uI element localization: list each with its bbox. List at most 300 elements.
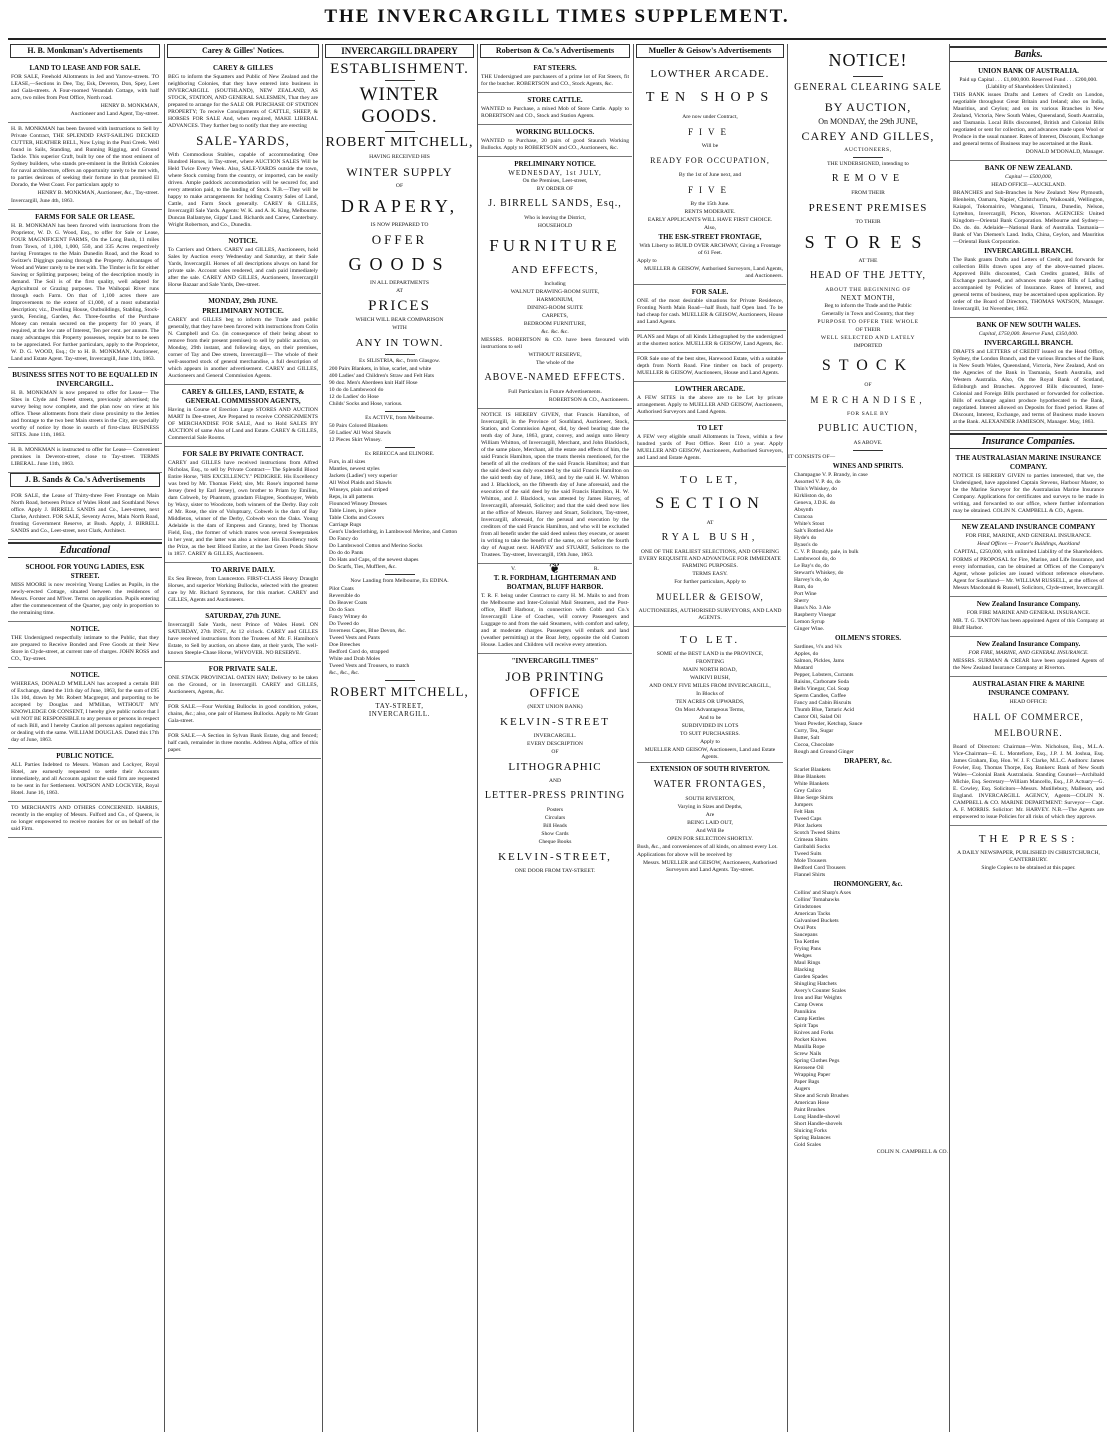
- list-item: Mustard: [794, 665, 813, 671]
- advert-title: MONDAY, 29th JUNE.: [208, 297, 278, 305]
- display-line: On Most Advantageous Terms,: [675, 707, 745, 713]
- advert-sands: [8, 490, 162, 540]
- display-line: ROBERT MITCHELL,: [325, 135, 474, 150]
- list-item: Pocket Knives: [794, 1037, 827, 1043]
- display-line: Are now under Contract,: [682, 114, 738, 120]
- display-line: STORES: [804, 232, 932, 252]
- list-item: Shoe and Scrub Brushes: [794, 1093, 849, 1099]
- display-line: Generally in Town and Country, that they: [821, 311, 915, 317]
- list-item: Felt Hats: [794, 809, 815, 815]
- list-item: Castor Oil, Salad Oil: [794, 714, 841, 720]
- advert-title: FOR SALE BY PRIVATE CONTRACT.: [182, 450, 304, 458]
- list-item: Childs' Socks and Hose, various.: [329, 401, 403, 407]
- advert-title: LOWTHER ARCADE.: [674, 385, 745, 393]
- display-line: TO LET,: [679, 474, 741, 486]
- display-line: HEAD OF THE JETTY,: [810, 270, 926, 281]
- list-item: Lemon Syrup: [794, 619, 825, 625]
- display-line: MERCHANDISE,: [810, 395, 926, 405]
- display-line: By the 1st of June next, and: [678, 172, 742, 178]
- advert-title: THE AUSTRALASIAN MARINE INSURANCE COMPANY.: [955, 454, 1102, 471]
- list-item: CARPETS,: [542, 313, 568, 319]
- advert-body: The Bank grants Drafts and Letters of Credit, and forwards for collection Bills drawn upon any of the above-named places. Approved Bills discounted, Cash Credits granted, Bills of Exchange purchased, and advances made upon Bills of Lading accompanied by Policies of Insurance. Rates of Interest, and general terms of business, may be ascertained upon application. By order of the Board of Directors, THOMAS WATSON, Manager. Invercargill, 1st November, 1862.: [953, 257, 1104, 312]
- display-line: Who is leaving the District,: [524, 215, 586, 221]
- display-line: AT THE: [858, 258, 878, 264]
- advert-title: TO ARRIVE DAILY.: [211, 566, 275, 574]
- display-line: SECTION: [655, 495, 765, 512]
- advert-title: CAREY & GILLES, LAND, ESTATE, & GENERAL COMMISSION AGENTS,: [181, 388, 305, 405]
- list-item: Scotch Tweed Shirts: [794, 830, 840, 836]
- display-line: AS ABOVE.: [853, 440, 883, 446]
- advert-stock-salesmen: [165, 61, 321, 234]
- divider: [385, 354, 415, 355]
- advert-title: STORE CATTLE.: [527, 96, 583, 104]
- advert-title: AUSTRALASIAN FIRE & MARINE INSURANCE COMPANY.: [972, 680, 1085, 697]
- display-line: NOTICE!: [828, 50, 908, 70]
- list-item: Avery's Counter Scales: [794, 988, 846, 994]
- display-line: OF: [864, 382, 872, 388]
- list-item: Cheque Books: [538, 839, 572, 845]
- display-line: FOR SALE BY: [846, 411, 890, 417]
- divider: [385, 131, 415, 132]
- advert-nz-insurance-bluff: [950, 597, 1107, 637]
- list-item: All Wool Plaids and Shawls: [329, 480, 392, 486]
- display-line: WEDNESDAY, 1st JULY,: [508, 169, 602, 177]
- column-heading: H. B. Monkman's Advertisements: [10, 44, 160, 58]
- oilmen-list: [788, 644, 948, 756]
- list-item: Grindstones: [794, 904, 822, 910]
- display-line: MAIN NORTH ROAD,: [683, 667, 737, 673]
- advert-body: MR. T. G. TANTON has been appointed Agent of this Company at Bluff Harbor.: [953, 618, 1104, 631]
- furniture-list: [481, 289, 629, 336]
- list-item: Assorted V. P. do, do: [794, 479, 841, 485]
- display-line: PRESENT PREMISES: [808, 202, 928, 214]
- display-line: IS NOW PREPARED TO: [370, 222, 429, 228]
- list-item: Do do do Pants: [329, 550, 364, 556]
- list-item: Bill Heads: [543, 823, 567, 829]
- list-item: Do Lambswool Cotton and Merino Socks: [329, 543, 423, 549]
- advert-title: EXTENSION OF SOUTH RIVERTON.: [637, 762, 783, 774]
- display-line: On the Premises, Leet-street,: [522, 178, 588, 184]
- advert-working-bullocks: [478, 125, 632, 157]
- display-line: IMPORTED: [853, 343, 883, 349]
- display-line: TO THEIR: [855, 219, 881, 225]
- display-line: ABOUT THE BEGINNING OF: [825, 287, 911, 293]
- advert-body: FOR SALE, Freehold Allotments in Jed and Yarrow-streets. TO LEASE,—Sections in Dee, Tay, Esk, Deveron, Don, Spey, Leet and Gala-streets. A Four-roomed Verandah Cottage, with half acre, two miles from Post Office, North road.: [11, 74, 159, 101]
- list-item: Salt's Bottled Ale: [794, 528, 833, 534]
- display-line: NEXT MONTH,: [840, 294, 896, 302]
- display-line: GOODS: [348, 254, 451, 274]
- display-line: FURNITURE: [489, 236, 621, 255]
- advert-signature: HENRY B. MONKMAN, Auctioneer, &c., Tay-street.: [37, 190, 159, 196]
- wine-list: [788, 472, 948, 633]
- list-title: WINES AND SPIRITS.: [832, 462, 904, 470]
- advert-his-excellency: [165, 447, 321, 563]
- advert-subtitle: INVERCARGILL BRANCH.: [984, 339, 1073, 347]
- list-item: &c., &c., &c.: [329, 670, 360, 676]
- list-item: WALNUT DRAWING-ROOM SUITE,: [510, 289, 600, 295]
- section-heading: Insurance Companies.: [950, 433, 1107, 449]
- display-line: TO SUIT PURCHASERS.: [680, 731, 740, 737]
- display-line: REMOVE: [831, 173, 905, 184]
- display-line: MUELLER & GEISOW,: [656, 592, 764, 602]
- list-item: Grey Calico: [794, 788, 822, 794]
- advert-arcade-sites: [634, 382, 786, 421]
- list-item: Kerosene Oil: [794, 1065, 824, 1071]
- advert-title: New Zealand Insurance Company.: [976, 640, 1081, 648]
- advert-capital: Capital — £500,000,: [1005, 174, 1052, 180]
- display-line: HOUSEHOLD: [537, 223, 573, 229]
- display-line: OF: [551, 749, 559, 755]
- list-item: Yeast Powder, Ketchup, Sauce: [794, 721, 863, 727]
- advert-body: FORMS of PROPOSAL for Fire, Marine, and Life Insurance, and every information, can be obtained at Offices of the Company's Agent, whose policies are issued without reference elsewhere. Agent for Southland— Mr. WILLIAM RUSSELL, at the offices of Messrs Macdonald & Russell, Solicitors, Clyde-street, Invercargill.: [953, 557, 1104, 591]
- advert-carriers: [165, 234, 321, 294]
- advert-title: NOTICE.: [70, 625, 100, 633]
- display-line: TERMS EASY.: [692, 571, 728, 577]
- printing-list: [481, 807, 629, 846]
- list-item: Tweed Suits: [794, 851, 822, 857]
- list-title: IRONMONGERY, &c.: [833, 880, 903, 888]
- display-line: THE PRESS:: [978, 833, 1079, 845]
- list-item: 10 do do Lambswool do: [329, 387, 384, 393]
- list-item: Fancy and Cabin Biscuits: [794, 700, 852, 706]
- display-line: Including: [544, 281, 566, 287]
- advert-body: H. B. MONKMAN is now prepared to offer for Lease— The Sites in Clyde and Tweed streets, previously advertised; the survey being now complete, and the plan now on view at his office. These allotments from their close proximity to the Jetties and frontage to the two best Main streets in the City, are specially worthy of notice by those in search of first-class BUSINESS SITES. June 11th, 1863.: [11, 390, 159, 438]
- list-item: Spring Balances: [794, 1135, 831, 1141]
- list-item: Ginger Wine.: [794, 626, 825, 632]
- display-line: On MONDAY, the 29th JUNE,: [818, 117, 918, 126]
- advert-body: Invercargill Sale Yards, next Prince of Wales Hotel. ON SATURDAY, 27th INST., At 12 o'clock. CAREY and GILLES have received instructions from the Trustees of Mr. F. Hamilton's Estate, to Sell by auction, on above date, at their yards, The well-known Steeple-Chase Horse, WHYOVER. NO RESERVE.: [168, 622, 318, 656]
- drapery-list: [788, 767, 948, 879]
- display-line: STOCK: [821, 357, 915, 374]
- display-line: AT: [396, 288, 403, 294]
- advert-sylvan-bank: [165, 730, 321, 759]
- column-heading: Robertson & Co.'s Advertisements: [480, 44, 630, 58]
- divider: [385, 447, 415, 448]
- display-line: WHICH WILL BEAR COMPARISON: [355, 317, 444, 323]
- display-line: The whole of the: [535, 360, 575, 366]
- list-item: Camp Kettles: [794, 1016, 825, 1022]
- display-line: WINTER SUPPLY: [346, 165, 453, 179]
- divider: [385, 411, 415, 412]
- advert-notice-ross: [8, 622, 162, 668]
- shipment-line: Ex SILISTRIA, &c., from Glasgow.: [358, 358, 441, 364]
- list-item: 90 doz. Men's Aberdeen knit Half Hose: [329, 380, 418, 386]
- list-item: Thin's Whiskey, do: [794, 486, 837, 492]
- list-item: Tweed Vests and Pants: [329, 635, 380, 641]
- column-carey-gilles: [164, 44, 321, 1432]
- royal-arms-row: [481, 562, 629, 577]
- advert-notice-douglas: [8, 668, 162, 749]
- display-line: For further particulars, Apply to: [674, 579, 746, 585]
- list-item: Sherry: [794, 598, 809, 604]
- advert-harewood: [634, 353, 786, 382]
- display-line: READY FOR OCCUPATION,: [650, 156, 770, 165]
- section-heading: Banks.: [950, 46, 1107, 62]
- column-heading: Carey & Gilles' Notices.: [167, 44, 319, 58]
- advert-title: NEW ZEALAND INSURANCE COMPANY: [961, 523, 1096, 531]
- advert-title: T. R. FORDHAM, LIGHTERMAN AND BOATMAN, BLUFF HARBOR.: [493, 574, 617, 591]
- advert-body: WHEREAS, DONALD M'MILLAN has accepted a certain Bill of Exchange, dated the 11th day of June, 1863, for the sum of £95 13s 10d, drawn by Mr. Robert Macgregor, and purporting to be accepted by Douglas and M'Millan, WITHOUT MY KNOWLEDGE OR CONSENT, I hereby give public notice that I will NOT BE RESPONSIBLE to any person or persons in respect of such Bill, and I hereby Caution all persons against negotiating or dealing with the same. WILLIAM DOUGLAS. Dated this 17th day of June, 1863.: [11, 681, 159, 743]
- list-item: Do Tweed do: [329, 621, 359, 627]
- display-line: KELVIN-STREET,: [498, 851, 612, 863]
- display-line: PRICES: [368, 298, 431, 314]
- advert-title: FOR SALE.: [691, 288, 729, 296]
- display-line: EARLY APPLICANTS WILL HAVE FIRST CHOICE.: [647, 217, 773, 223]
- advert-body: Single Copies to be obtained at this paper.: [981, 865, 1076, 871]
- list-item: Bedford Cord do, strapped: [329, 649, 389, 655]
- display-line: Are: [705, 812, 715, 818]
- display-line: DRAPERY,: [340, 196, 459, 216]
- list-item: 12 Pieces Skirt Winsey.: [329, 437, 382, 443]
- list-item: Pilot Jackets: [794, 823, 823, 829]
- display-line: BY ORDER OF: [536, 186, 574, 192]
- advert-bank-nsw: [950, 318, 1107, 431]
- display-line: OF: [395, 183, 404, 189]
- list-item: Blue Blankets: [794, 774, 826, 780]
- display-line: FROM THEIR: [851, 190, 885, 196]
- advert-body: Applications for above will be received by: [637, 852, 733, 858]
- advert-oaten-hay: [165, 662, 321, 701]
- list-item: Bedford Cord Trousers: [794, 865, 846, 871]
- shipment-line: Ex REBECCA and ELINORE.: [364, 451, 435, 457]
- goods-list: [323, 366, 476, 408]
- list-item: Le Bay's do, do: [794, 563, 829, 569]
- advert-body: H. B. MONKMAN is instructed to offer for Lease— Convenient premises in Deveron-street, close to Tay-street. TERMS LIBERAL. June 11th, 1863.: [11, 447, 159, 467]
- list-item: Wedges: [794, 953, 812, 959]
- advert-body: Bush, &c., and conveniences of all kinds, on almost every Lot.: [637, 844, 778, 850]
- display-line: SOME of the BEST LAND in the PROVINCE,: [656, 651, 764, 657]
- list-item: Screw Nails: [794, 1051, 822, 1057]
- advert-display-line: SALE-YARDS,: [196, 133, 290, 148]
- list-item: Tweed Vests and Trousers, to match: [329, 663, 410, 669]
- advert-body: WANTED to Purchase, 20 pairs of good Staunch Working Bullocks. Apply to ROBERTSON and CO., Auctioneers, &c.: [481, 138, 629, 151]
- column-heading: Mueller & Geisow's Advertisements: [636, 44, 784, 58]
- section-heading: Educational: [8, 542, 162, 558]
- list-item: Pilot Coats: [329, 586, 354, 592]
- display-line: ROBERT MITCHELL,: [330, 684, 469, 699]
- list-item: Saucepans: [794, 932, 818, 938]
- display-line: MUELLER AND GEISOW, Auctioneers, Land and Estate Agents.: [644, 747, 776, 760]
- advert-body: ONE of the most desirable situations for Private Residence, Fronting North Main Road—half Bush, half Open land. To be had cheap for cash. MUELLER & GEISOW, Auctioneers, House and Land Agents.: [637, 298, 783, 325]
- shipment-line: Ex ACTIVE, from Melbourne.: [365, 415, 434, 421]
- display-line: "INVERCARGILL TIMES": [511, 657, 599, 665]
- display-line: PUBLIC AUCTION,: [817, 423, 918, 434]
- list-item: Galvanised Buckets: [794, 918, 839, 924]
- display-line: WELL SELECTED AND LATELY: [820, 335, 916, 341]
- crest-icon: ❦: [548, 562, 561, 577]
- display-line: RENTS MODERATE.: [684, 209, 736, 215]
- list-item: C. V. P. Brandy, pale, in bulk: [794, 549, 859, 555]
- divider: [385, 574, 415, 575]
- list-item: 200 Pairs Blankets, in blue, scarlet, and white: [329, 366, 432, 372]
- list-item: Cocoa, Chocolate: [794, 742, 834, 748]
- advert-title: FAT STEERS.: [533, 64, 577, 72]
- list-item: Shingling Hatchets: [794, 981, 837, 987]
- list-item: American Tacks: [794, 911, 831, 917]
- display-line: AUCTIONEERS, AUTHORISED SURVEYORS, AND LAND AGENTS.: [638, 608, 782, 621]
- list-item: Kirkliston do, do: [794, 493, 833, 499]
- advert-subtitle: PRELIMINARY NOTICE.: [202, 307, 284, 315]
- advert-store-cattle: [478, 93, 632, 125]
- advert-arrive-daily: [165, 563, 321, 609]
- divider: [853, 157, 883, 158]
- display-line: (NEXT UNION BANK): [527, 704, 583, 710]
- list-item: Raspberry Vinegar: [794, 612, 836, 618]
- list-item: Sluicing Forks: [794, 1128, 827, 1134]
- column-heading: INVERCARGILL DRAPERY: [325, 44, 474, 58]
- advert-title: SATURDAY, 27th JUNE.: [205, 612, 281, 620]
- advert-body: TO MERCHANTS AND OTHERS CONCERNED. HARRIS, recently in the employ of Messrs. Fulford and Co., of Queens, is no longer empowered to receive monies for or on behalf of the said Firm.: [11, 805, 159, 832]
- advert-land-lease: [8, 61, 162, 123]
- display-line: SUBDIVIDED IN LOTS: [681, 723, 739, 729]
- advert-subtitle: FOR FIRE, MARINE, AND GENERAL INSURANCE.: [968, 650, 1089, 656]
- display-line: AND: [548, 778, 562, 784]
- list-item: Bells Vinegar, Col. Soap: [794, 686, 850, 692]
- advert-bank-nz: [950, 161, 1107, 318]
- list-item: DINING-ROOM SUITE: [527, 305, 583, 311]
- advert-capital: Capital, £750,000. Reserve Fund, £350,000.: [978, 331, 1079, 337]
- advert-subtitle: FOR FIRE MARINE AND GENERAL INSURANCE.: [966, 610, 1091, 616]
- advert-ryal-bush: [634, 467, 786, 627]
- advert-public-notice: [8, 749, 162, 802]
- list-item: 12 do Ladies' do Hose: [329, 394, 379, 400]
- display-line: KELVIN-STREET: [500, 716, 610, 728]
- list-item: Blacking: [794, 967, 815, 973]
- list-item: Port Wine: [794, 591, 817, 597]
- advert-body: THE Undersigned are purchasers of a prime lot of Fat Steers, fit for the butcher. ROBERTSON and CO., Stock Agents, &c.: [481, 74, 629, 87]
- list-item: Show Cards: [541, 831, 569, 837]
- divider: [853, 76, 883, 77]
- list-item: Maul Rings: [794, 960, 821, 966]
- advert-body: To Carriers and Others. CAREY and GILLES, Auctioneers, hold Sales by Auction every Wednesday and Saturday, at their Sale Yards, Invercargill. Horses of all descriptions always on hand for private sale. Account sales rendered, and cash paid immediately after the sale. CAREY AND GILLES, Auctioneers, Invercargill Horse Bazaar and Sale Yards, Dee-street.: [168, 247, 318, 288]
- list-item: 50 Ladies' All Wool Shawls: [329, 430, 391, 436]
- list-item: Mole Trousers: [794, 858, 827, 864]
- goods-list: [323, 586, 476, 677]
- advert-body: ONE STACK PROVINCIAL OATEN HAY; Delivery to be taken on the Ground, or in Invercargill. CAREY and GILLES, Auctioneers, Agents, &c.: [168, 675, 318, 695]
- advert-fat-steers: [478, 61, 632, 93]
- column-clearing-sale: [787, 44, 948, 1432]
- list-item: Camp Ovens: [794, 1002, 824, 1008]
- advert-title: LAND TO LEASE AND FOR SALE.: [29, 64, 141, 72]
- display-line: FIVE: [688, 127, 732, 137]
- display-line: FRONTING: [695, 659, 725, 665]
- display-line: And Will Be: [695, 828, 725, 834]
- list-item: Rum, do: [794, 584, 814, 590]
- list-item: Byass's do: [794, 542, 818, 548]
- display-line: SOUTH RIVERTON,: [685, 796, 735, 802]
- advert-hamilton-notice: [478, 409, 632, 564]
- advert-body: PLANS and Maps of all Kinds Lithographed by the undersigned at the shortest notice. MUELLER & GEISOW, Land Agents, &c.: [637, 334, 783, 347]
- list-item: Carriage Rugs: [329, 522, 362, 528]
- list-item: Pannikins: [794, 1009, 817, 1015]
- masthead-rule: [8, 38, 1106, 40]
- divider: [853, 450, 883, 451]
- list-item: White and Drab Moles: [329, 656, 381, 662]
- advert-body: BEG to inform the Squatters and Public of New Zealand and the neighboring Colonies, that they have entered into business in INVERCARGILL (SOUTHLAND), NEW ZEALAND, AS STOCK, STATION, AND GENERAL SALESMEN, That they are prepared to arrange for the SALE OR PURCHASE OF STATION PROPERTY; To receive Consignments of CATTLE, SHEEP, & HORSES FOR SALE And, when required, MAKE LIBERAL ADVANCES. They further beg to notify that they are erecting: [168, 74, 318, 129]
- advert-premises: [8, 444, 162, 473]
- advert-nz-insurance: [950, 520, 1107, 597]
- display-line: WITH: [392, 325, 407, 331]
- display-line: ANY IN TOWN.: [355, 337, 444, 349]
- display-line: IT CONSISTS OF—: [788, 454, 836, 460]
- advert-office: HEAD OFFICE:: [1009, 699, 1048, 705]
- advert-body: A FEW SITES in the above are to be Let by private arrangement. Apply to MUELLER AND GEISOW, Auctioneers, Authorised Surveyors and Land Agents.: [637, 395, 783, 415]
- advert-farms: [8, 210, 162, 368]
- list-item: Bass's No. 3 Ale: [794, 605, 831, 611]
- display-line: INVERCARGILL.: [368, 710, 431, 718]
- list-item: Flounced Winsey Dresses: [329, 501, 387, 507]
- list-item: Scarlet Blankets: [794, 767, 831, 773]
- list-item: HARMONIUM,: [536, 297, 574, 303]
- display-line: RYAL BUSH,: [661, 532, 759, 543]
- display-line: OFFER: [371, 232, 428, 247]
- display-line: BY AUCTION,: [824, 100, 912, 114]
- advert-body: A DAILY NEWSPAPER, PUBLISHED IN CHRISTCHURCH, CANTERBURY.: [957, 850, 1100, 863]
- display-line: Apply to: [700, 739, 720, 745]
- display-line: JOB PRINTING OFFICE: [505, 669, 605, 700]
- advert-body: H. B. MONKMAN has been favored with instructions to Sell by Private Contract, THE SPLENDID FAST-SAILING DECKED CUTTER, HEATHER BELL, Now Lying in the Puni Creek. Well found in Sails, Standing, and Running Rigging, and Ground Tackle. This superior Craft, built by one of the most eminent of Sydney builders, who stands pre-eminent in the British Colonies for naval architecture, offers an opportunity rarely to be met with, to parties desirous of seeking their fortune in that promised El Dorado, the West Coast. For particulars apply to: [11, 126, 159, 188]
- list-item: Sperm Candles, Coffee: [794, 693, 846, 699]
- list-item: Table Linen, in piece: [329, 508, 377, 514]
- advert-signature: MUELLER & GEISOW, Authorised Surveyors, Land Agents, and Auctioneers.: [644, 266, 783, 279]
- advert-fordham: [478, 564, 632, 654]
- advert-title: UNION BANK OF AUSTRALIA.: [978, 67, 1079, 75]
- display-line: LOWTHER ARCADE.: [650, 68, 770, 80]
- display-line: WITHOUT RESERVE,: [528, 352, 582, 358]
- advert-fire-marine: [950, 677, 1107, 826]
- display-line: TEN ACRES OR UPWARDS,: [675, 699, 745, 705]
- list-item: Harvey's do, do: [794, 577, 830, 583]
- list-item: Manilla Rope: [794, 1044, 825, 1050]
- goods-list: [323, 459, 476, 571]
- advert-residence: [634, 285, 786, 331]
- advert-body: H. B. MONKMAN has been favored with instructions from the Proprietor, W. D. G. Wood, Esq., to offer for Sale or Lease, FOUR MAGNIFICENT FARMS, On the Long Bush, 11 miles from Town, of 1,100, 1,000, 550, and 335 Acres respectively having Frontages to the Main Dunedin Road, and the Road to Switzer's Diggings passing through the Property. Advantages of Wood and Water rarely to be met with. The Timber is fit for either Sawing or Splitting purposes; being of the description mostly in demand. The Soil is of the first quality, well adapted for Agricultural or Grazing purposes. The Waihopai River runs through each Farm. On that of 1,100 acres there are Improvements to the extent of £1,000, of a most substantial description; viz., Dwelling House, Outbuildings, Stabling, Stock-yards, Fencing, Garden, &c. Three-fourths of the Purchase Money can remain secured on the property for 10 years, if required, at the low rate of Interest, Ten per cent. per annum. The many advantages this Property possesses, require but to be seen to be appreciated. For further particulars, apply to the Proprietor, W. D. G. WOOD, Esq.; Or to H. B. MONKMAN, Auctioneer, Land and Estate Agent. Tay-street, Invercargill, June 11th, 1863.: [11, 223, 159, 362]
- advert-body: ALL Parties Indebted to Messrs. Watson and Lockyer, Royal Hotel, are earnestly requested to settle their Accounts immediately, and all Accounts against the said firm are requested to be sent in for Settlement. WATSON AND LOCKYER, Royal Hotel. June 16, 1863.: [11, 762, 159, 796]
- advert-cutter: [8, 123, 162, 210]
- list-title: DRAPERY, &c.: [844, 757, 892, 765]
- list-item: Curacoa: [794, 514, 813, 520]
- advert-title: BANK OF NEW SOUTH WALES.: [976, 321, 1081, 329]
- advert-title: FARMS FOR SALE OR LEASE.: [35, 213, 135, 221]
- list-item: Blue Serge Shirts: [794, 795, 834, 801]
- list-item: Tea Kettles: [794, 939, 820, 945]
- advert-merchants: [8, 802, 162, 838]
- advert-land-agents: [165, 385, 321, 447]
- advert-the-press: [950, 826, 1107, 876]
- display-line: EVERY DESCRIPTION: [527, 741, 583, 747]
- list-item: Curry, Tea, Sugar: [794, 728, 834, 734]
- list-item: Knives and Forks: [794, 1030, 834, 1036]
- advert-body: FOR SALE.—Four Working Bullocks in good condition, yokes, chains, &c.; also, one pair of Harness Bullocks. Apply to Mr Grant Gala-street.: [168, 704, 318, 724]
- advert-body: Having in Course of Erection Large STORES AND AUCTION MART In Dee-street, Are Prepared to receive CONSIGNMENTS OF MERCHANDISE FOR SALE, And to Hold SALES BY AUCTION of same Also of Land and Estate. CAREY & GILLES, Commercial Sale Rooms.: [168, 407, 318, 441]
- list-item: Inverness Capes, Blue Devon, &c.: [329, 628, 407, 634]
- display-line: THE ESK-STREET FRONTAGE,: [658, 233, 762, 241]
- display-line: WINTER GOODS.: [359, 84, 440, 127]
- advert-main-north-road: [634, 627, 786, 878]
- advert-bullocks: [165, 701, 321, 730]
- list-item: Table Cloths and Covers: [329, 515, 385, 521]
- advert-saturday: [165, 609, 321, 662]
- display-line: PURPOSE TO OFFER THE WHOLE: [817, 319, 919, 325]
- divider: [385, 680, 415, 681]
- display-line: AND EFFECTS,: [511, 264, 599, 276]
- display-line: BEING LAID OUT,: [687, 820, 733, 826]
- advert-union-bank: [950, 64, 1107, 161]
- advert-body: NOTICE IS HEREBY GIVEN to parties interested, that we, the Undersigned, have appointed Captain Stevens, Harbour Master, to be the Marine Surveyor for the Australasian Marine Insurance Company. Applications for certificates and surveys to be made in writing, and forwarded to our office, where further information may be obtained. COLIN N. CAMPBELL & CO., Agents.: [953, 473, 1104, 514]
- display-line: With Liberty to BUILD OVER ARCHWAY, Giving a Frontage of 61 Feet.: [639, 243, 781, 256]
- display-line: THE UNDERSIGNED, intending to: [827, 161, 909, 167]
- advert-body: NOTICE IS HEREBY GIVEN, that Francis Hamilton, of Invercargill, in the Province of Southland, Auctioneer, Stock, Station, and Commission Agent, did, by deed bearing date the tenth day of June, 1863, grant, convey, and assign unto Henry William Whitton, of Invercargill, Merchant, and John Blacklock, of the same place, Merchant, all the estate and effects of him, the said Francis Hamilton, upon the trusts therein mentioned, for the benefit of all the creditors of the said Francis Hamilton; and that the said deed was duly executed by the said Francis Hamilton on the said tenth day of June, 1863, and by the said H. W. Whitton and J. Blacklock, on the fifteenth day of June aforesaid, and the execution of the said deed by the said Francis Hamilton, H. W. Whitton, and J. Blacklock, was attested by James Harvey, of Invercargill, aforesaid, Solicitor; and that the said deed now lies at the office of Messrs. Harvey and Stuart, Solicitors, Tay-street, Invercargill, aforesaid, for the perusal and execution by the creditors of the said Francis Hamilton, and who will be excluded from all benefit under the said deed unless they execute, or assent in writing to take the benefit of the same, on or before the fourth day of August next. HARVEY and STUART, Solicitors to the Trustees. Tay-street, Invercargill, 19th June, 1863.: [481, 412, 629, 558]
